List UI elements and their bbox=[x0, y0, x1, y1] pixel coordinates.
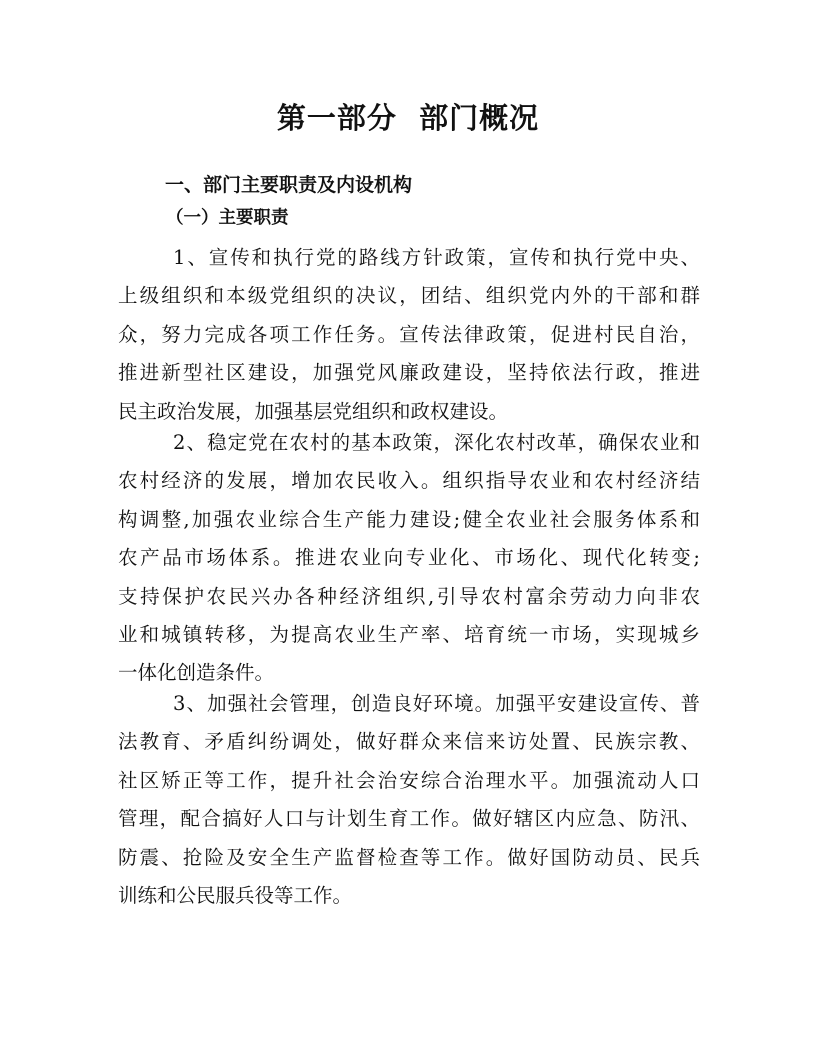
paragraph-line: 一体化创造条件。 bbox=[118, 661, 275, 685]
paragraph-line: 法教育、矛盾纠纷调处，做好群众来信来访处置、民族宗教、 bbox=[118, 730, 700, 754]
paragraph-line: 管理，配合搞好人口与计划生育工作。做好辖区内应急、防汛、 bbox=[118, 807, 700, 831]
section-heading: 一、部门主要职责及内设机构 bbox=[165, 174, 413, 196]
paragraph-line: 众，努力完成各项工作任务。宣传法律政策，促进村民自治， bbox=[118, 322, 700, 346]
duty-paragraph-2 bbox=[118, 424, 700, 693]
paragraph-line: 训练和公民服兵役等工作。 bbox=[118, 883, 353, 907]
paragraph-line: 防震、抢险及安全生产监督检查等工作。做好国防动员、民兵 bbox=[118, 845, 700, 869]
paragraph-line: 支持保护农民兴办各种经济组织,引导农村富余劳动力向非农 bbox=[118, 584, 700, 608]
paragraph-line: 3、加强社会管理，创造良好环境。加强平安建设宣传、普 bbox=[173, 692, 700, 715]
duty-paragraph-3 bbox=[118, 685, 700, 915]
paragraph-line: 业和城镇转移，为提高农业生产率、培育统一市场，实现城乡 bbox=[118, 622, 700, 646]
paragraph-line: 农产品市场体系。推进农业向专业化、市场化、现代化转变; bbox=[118, 546, 700, 570]
paragraph-line: 民主政治发展，加强基层党组织和政权建设。 bbox=[118, 399, 509, 423]
subsection-heading: （一）主要职责 bbox=[166, 208, 289, 228]
paragraph-line: 1、宣传和执行党的路线方针政策，宣传和执行党中央、 bbox=[173, 246, 700, 269]
duty-paragraph-1 bbox=[118, 239, 700, 431]
paragraph-line: 社区矫正等工作，提升社会治安综合治理水平。加强流动人口 bbox=[118, 768, 700, 792]
page-title: 第一部分 部门概况 bbox=[276, 101, 540, 135]
paragraph-line: 上级组织和本级党组织的决议，团结、组织党内外的干部和群 bbox=[118, 284, 700, 308]
paragraph-line: 2、稳定党在农村的基本政策，深化农村改革，确保农业和 bbox=[173, 431, 700, 454]
paragraph-line: 推进新型社区建设，加强党风廉政建设，坚持依法行政，推进 bbox=[118, 361, 700, 385]
paragraph-line: 构调整,加强农业综合生产能力建设;健全农业社会服务体系和 bbox=[118, 507, 700, 531]
paragraph-line: 农村经济的发展，增加农民收入。组织指导农业和农村经济结 bbox=[118, 469, 700, 493]
